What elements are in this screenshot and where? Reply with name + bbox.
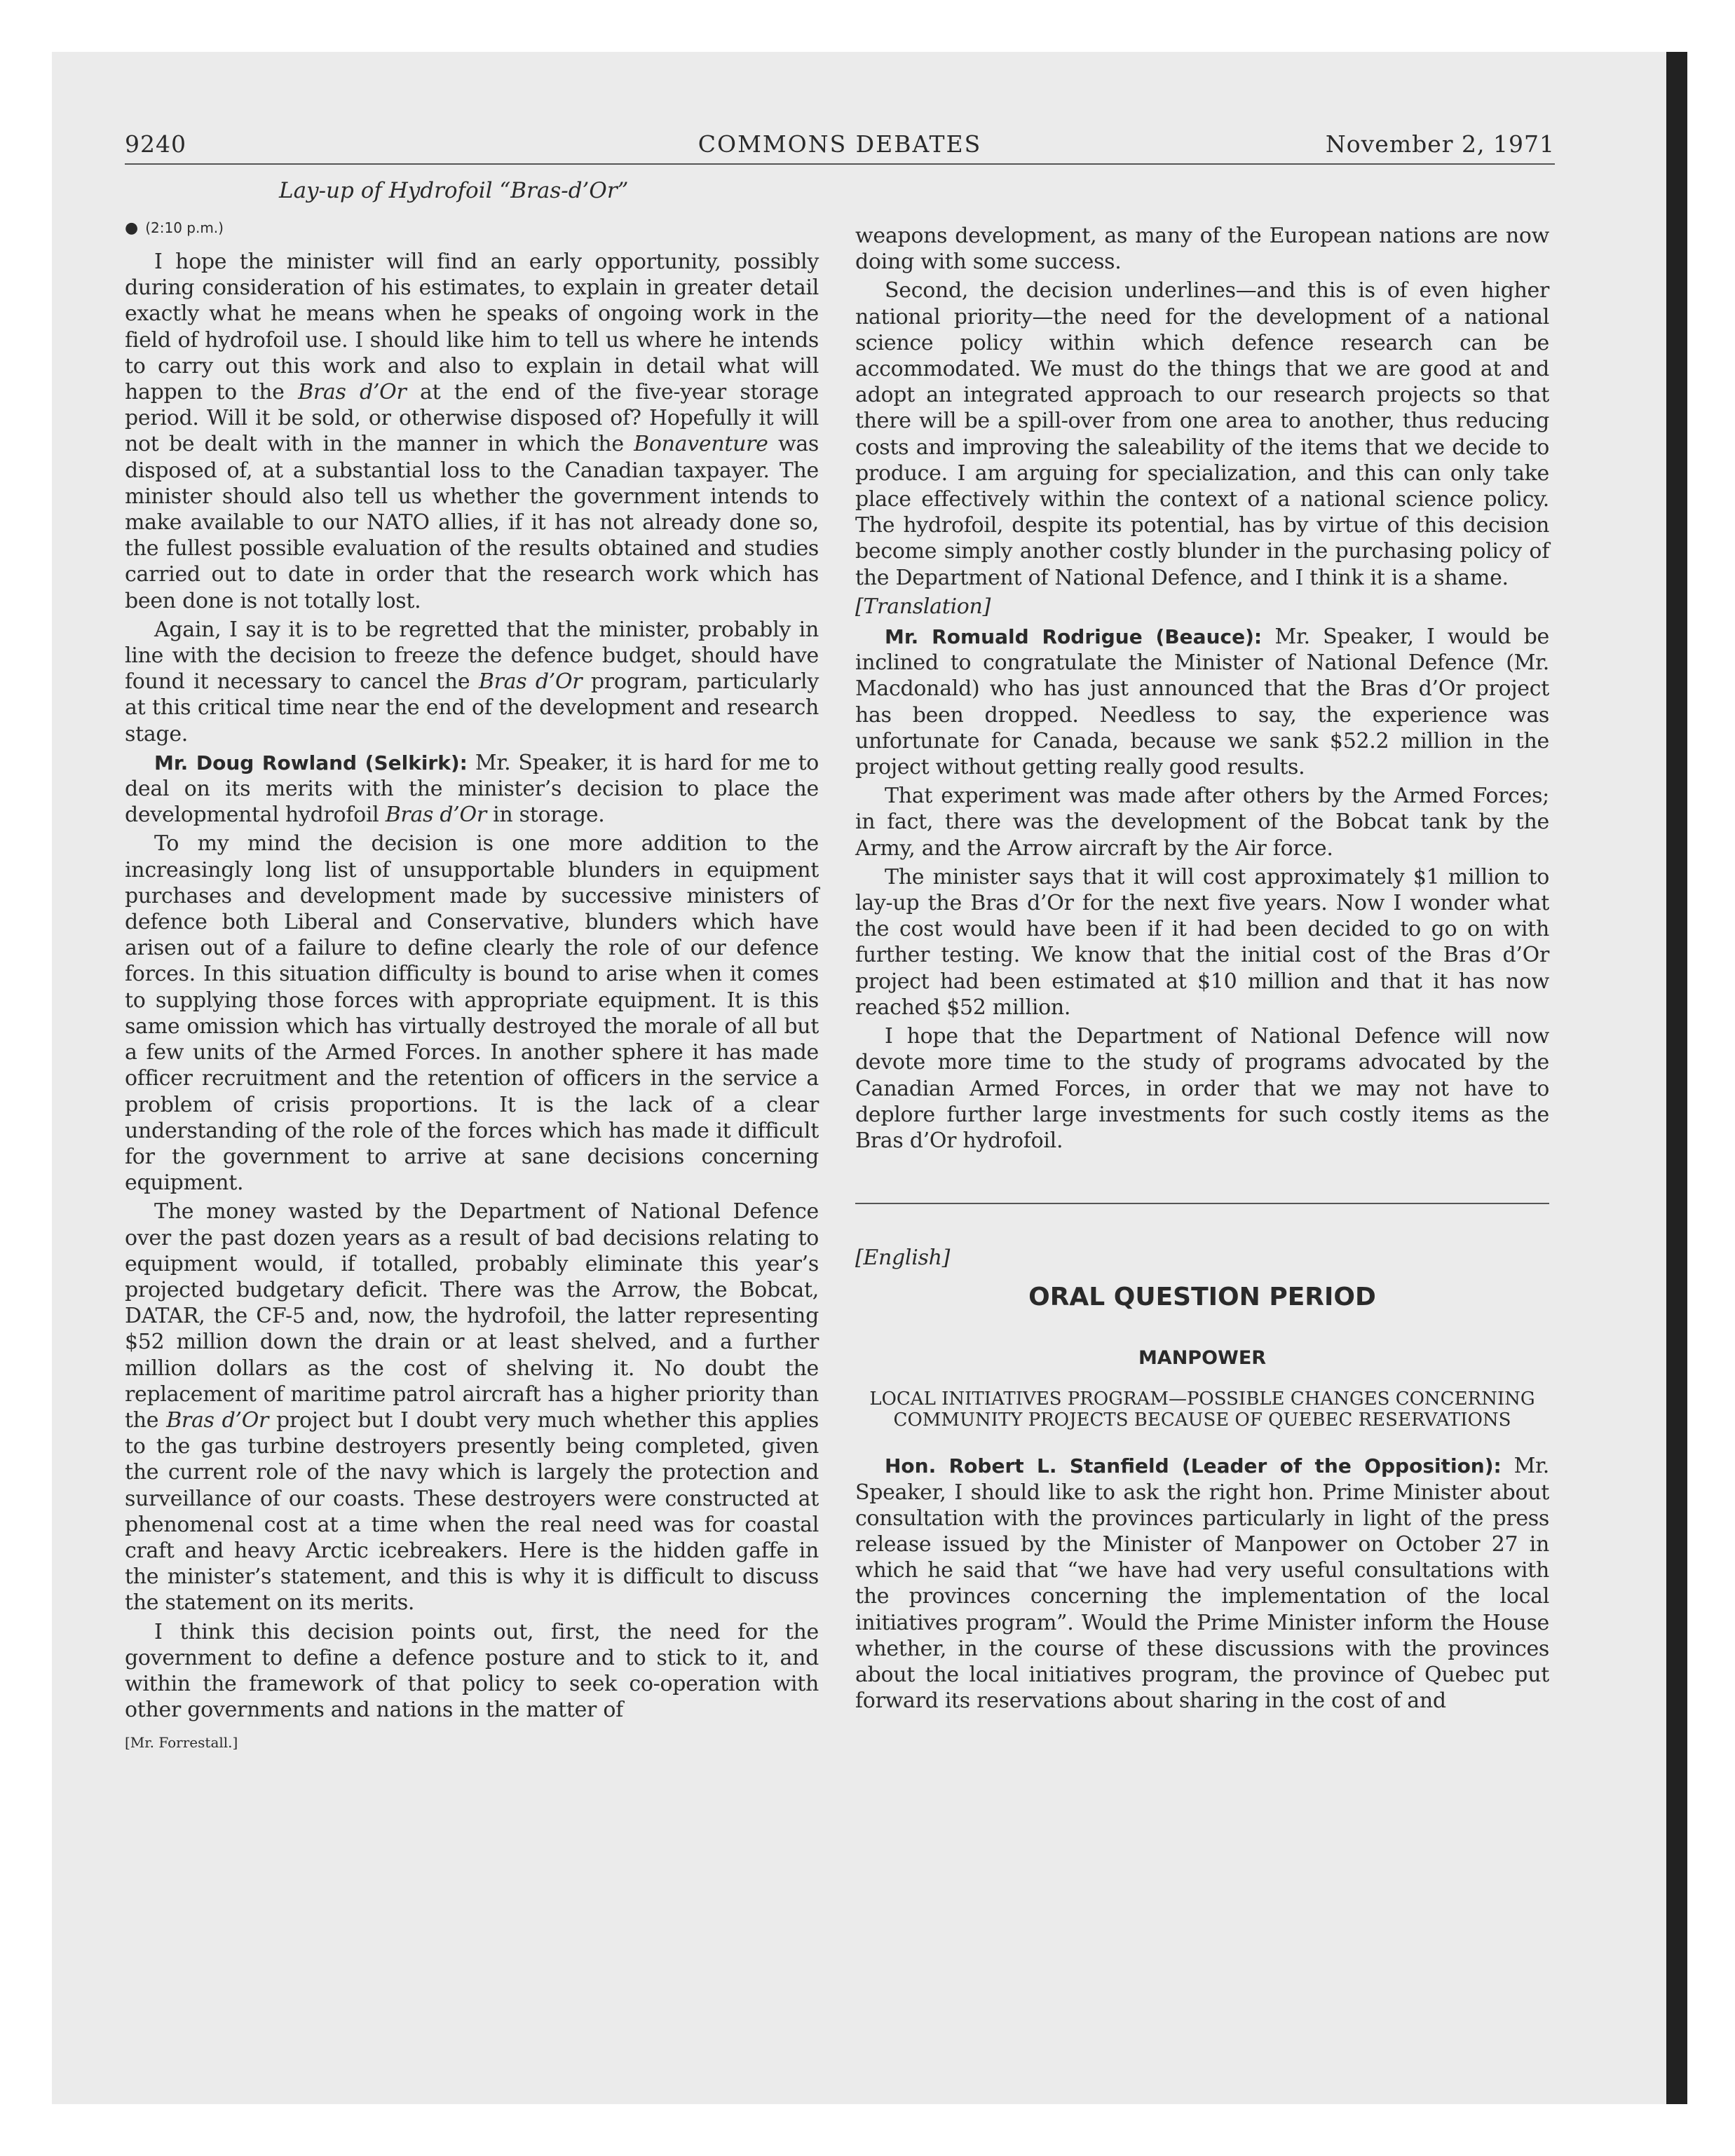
topic-heading: MANPOWER <box>1138 1347 1267 1370</box>
language-label: [English] <box>855 1246 951 1271</box>
speaker-name: Hon. Robert L. Stanfield (Leader of the Opposition): <box>885 1454 1502 1478</box>
time-text: (2:10 p.m.) <box>145 219 224 236</box>
time-marker <box>125 217 819 239</box>
paragraph: I hope that the Department of National Defence will now devote more time to the study of programs advocated by the Canadian Armed Forces, in order that we may not have to deplore further large investments for such costly items as the Bras d’Or hydrofoil. <box>855 1024 1549 1153</box>
speaker-name: Mr. Doug Rowland (Selkirk): <box>154 751 468 775</box>
left-column <box>125 177 819 1752</box>
subtopic-heading: LOCAL INITIATIVES PROGRAM—POSSIBLE CHANGES CONCERNING COMMUNITY PROJECTS BECAUSE OF QUEBEC RESERVATIONS <box>869 1389 1535 1431</box>
paragraph: Mr. Doug Rowland (Selkirk): Mr. Speaker, it is hard for me to deal on its merits with the minister’s decision to place the developmental hydrofoil Bras d’Or in storage. <box>125 750 819 828</box>
paragraph: Hon. Robert L. Stanfield (Leader of the Opposition): Mr. Speaker, I should like to ask the right hon. Prime Minister about consultation with the provinces particularly in light of the press release issued by the Minister of Manpower on October 27 in which he said that “we have had very useful consultations with the provinces concerning the implementation of the local initiatives program”. Would the Prime Minister inform the House whether, in the course of these discussions with the provinces about the local initiatives program, the province of Quebec put forward its reservations about sharing in the cost of and <box>855 1454 1549 1714</box>
publication-date: November 2, 1971 <box>1325 130 1555 158</box>
paragraph: The money wasted by the Department of National Defence over the past dozen years as a result of bad decisions relating to equipment would, if totalled, probably eliminate this year’s projected budgetary deficit. There was the Arrow, the Bobcat, DATAR, the CF-5 and, now, the hydrofoil, the latter representing $52 million down the drain or at least shelved, and a further million dollars as the cost of shelving it. No doubt the replacement of maritime patrol aircraft has a higher priority than the Bras d’Or project but I doubt very much whether this applies to the gas turbine destroyers presently being completed, given the current role of the navy which is largely the protection and surveillance of our coasts. These destroyers were constructed at phenomenal cost at a time when the real need was for coastal craft and heavy Arctic icebreakers. Here is the hidden gaffe in the minister’s statement, and this is why it is difficult to discuss the statement on its merits. <box>125 1199 819 1616</box>
paragraph: That experiment was made after others by the Armed Forces; in fact, there was the development of the Bobcat tank by the Army, and the Arrow aircraft by the Air force. <box>855 784 1549 861</box>
bullet-icon: ● <box>125 219 139 237</box>
translation-label: [Translation] <box>855 594 991 619</box>
paragraph: Second, the decision underlines—and this is of even higher national priority—the need for the development of a national science policy within which defence research can be accommodated. We must do the things that we are good at and adopt an integrated approach to our research projects so that there will be a spill-over from one area to another, thus reducing costs and improving the saleability of the items that we decide to produce. I am arguing for specialization, and this can only take place effectively within the context of a national science policy. The hydrofoil, despite its potential, has by virtue of this decision become simply another costly blunder in the purchasing policy of the Department of National Defence, and I think it is a shame. <box>855 278 1549 590</box>
paragraph: Again, I say it is to be regretted that the minister, probably in line with the decision to freeze the defence budget, should have found it necessary to cancel the Bras d’Or program, particularly at this critical time near the end of the development and research stage. <box>125 617 819 746</box>
right-column <box>855 223 1549 1717</box>
scan-edge-shadow <box>1666 52 1687 2104</box>
speaker-name: Mr. Romuald Rodrigue (Beauce): <box>885 625 1263 649</box>
paragraph: The minister says that it will cost approximately $1 million to lay-up the Bras d’Or for the next five years. Now I wonder what the cost would have been if it had been decided to go on with further testing. We know that the initial cost of the Bras d’Or project had been estimated at $10 million and that it has now reached $52 million. <box>855 864 1549 1020</box>
running-header <box>125 130 1555 163</box>
publication-title: COMMONS DEBATES <box>698 130 982 158</box>
section-divider <box>855 1203 1549 1204</box>
paragraph: Mr. Romuald Rodrigue (Beauce): Mr. Speaker, I would be inclined to congratulate the Minister of National Defence (Mr. Macdonald) who has just announced that the Bras d’Or project has been dropped. Needless to say, the experience was unfortunate for Canada, because we sank $52.2 million in the project without getting really good results. <box>855 625 1549 780</box>
paragraph: weapons development, as many of the European nations are now doing with some success. <box>855 224 1549 275</box>
paragraph: I think this decision points out, first, the need for the government to define a defence posture and to stick to it, and within the framework of that policy to seek co-operation with other governments and nations in the matter of <box>125 1619 819 1723</box>
header-rule <box>125 163 1555 165</box>
paragraph: To my mind the decision is one more addition to the increasingly long list of unsupportable blunders in equipment purchases and development made by successive ministers of defence both Liberal and Conservative, blunders which have arisen out of a failure to define clearly the role of our defence forces. In this situation difficulty is bound to arise when it comes to supplying those forces with appropriate equipment. It is this same omission which has virtually destroyed the morale of all but a few units of the Armed Forces. In another sphere it has made officer recruitment and the retention of officers in the service a problem of crisis proportions. It is the lack of a clear understanding of the role of the forces which has made it difficult for the government to arrive at sane decisions concerning equipment. <box>125 831 819 1196</box>
page-number: 9240 <box>125 130 186 158</box>
section-heading: ORAL QUESTION PERIOD <box>1028 1283 1376 1312</box>
paragraph: I hope the minister will find an early opportunity, possibly during consideration of his estimates, to explain in greater detail exactly what he means when he speaks of ongoing work in the field of hydrofoil use. I should like him to tell us where he intends to carry out this work and also to explain in detail what will happen to the Bras d’Or at the end of the five-year storage period. Will it be sold, or otherwise disposed of? Hopefully it will not be dealt with in the manner in which the Bonaventure was disposed of, at a substantial loss to the Canadian taxpayer. The minister should also tell us whether the government intends to make available to our NATO allies, if it has not already done so, the fullest possible evaluation of the results obtained and studies carried out to date in order that the research work which has been done is not totally lost. <box>125 250 819 613</box>
speaker-footnote: [Mr. Forrestall.] <box>125 1734 238 1752</box>
section-heading: Lay-up of Hydrofoil “Bras-d’Or” <box>279 178 629 203</box>
